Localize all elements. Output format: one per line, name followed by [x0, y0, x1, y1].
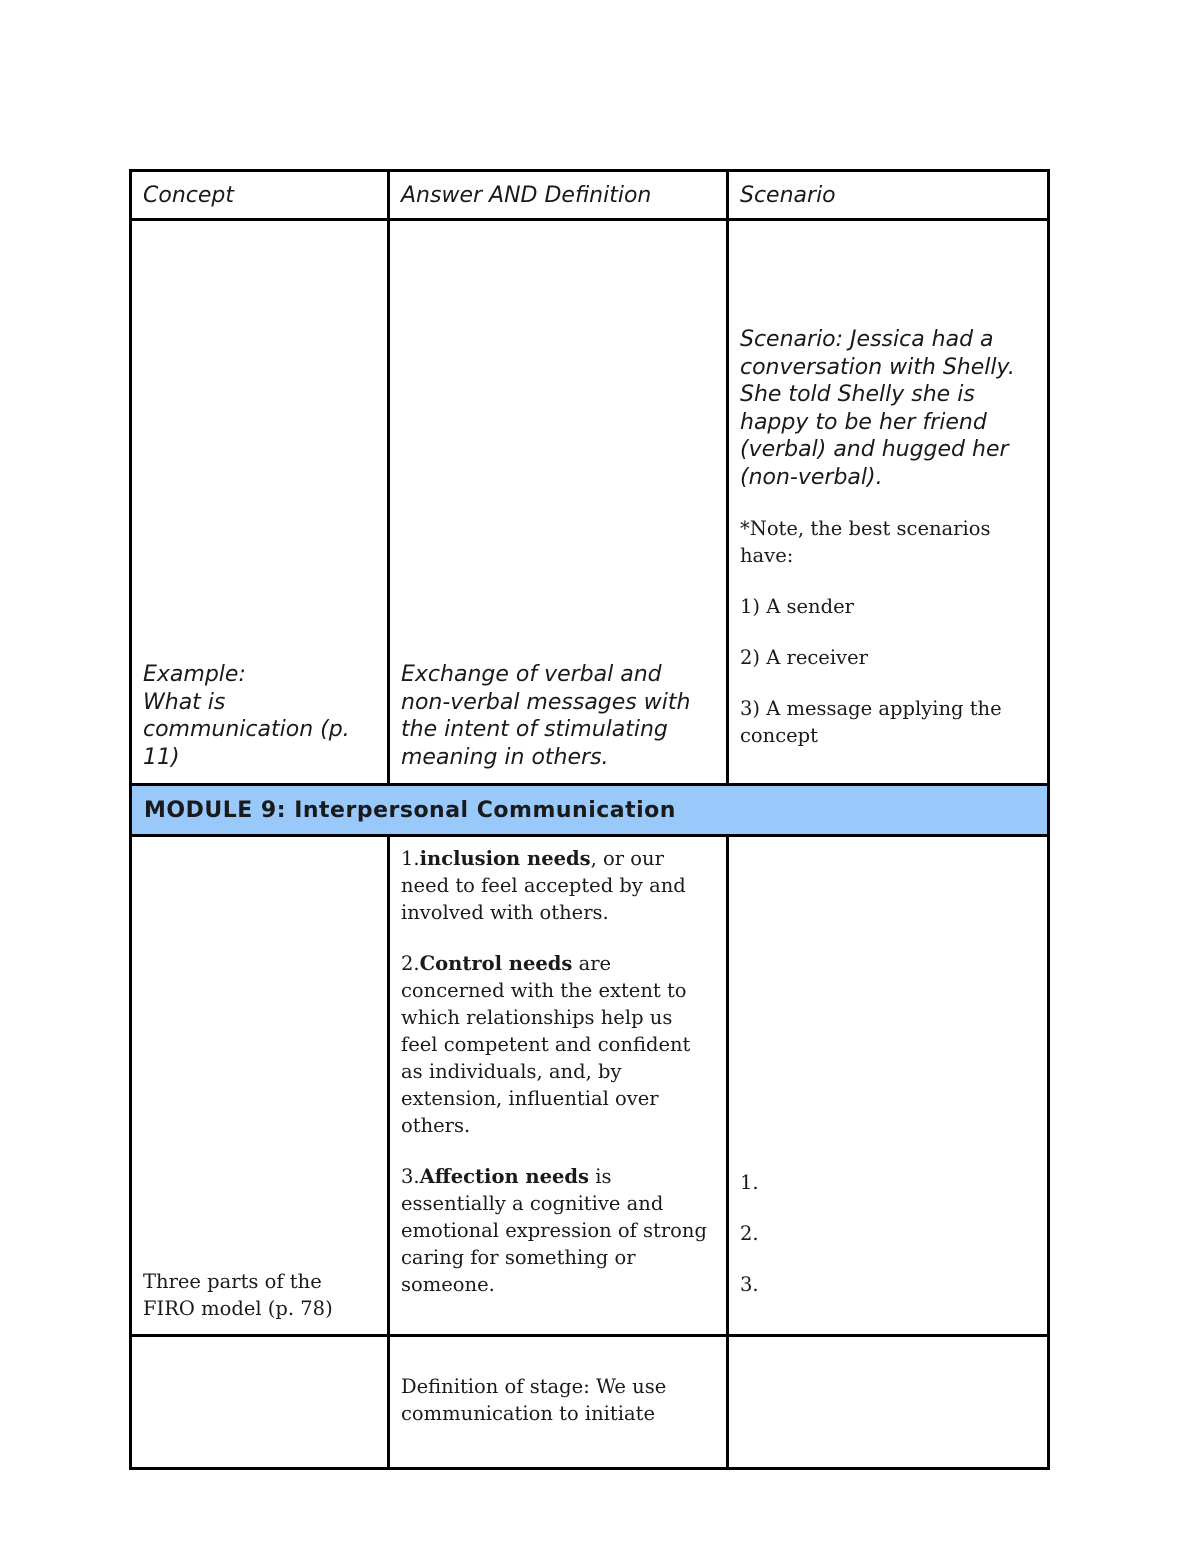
- criteria-receiver: 2) A receiver: [740, 646, 868, 669]
- firo-concept: Three parts of the FIRO model (p. 78): [143, 1270, 333, 1320]
- firo-concept-cell: [131, 836, 389, 1336]
- need-affection: [401, 1163, 715, 1298]
- need-control: [401, 950, 715, 1139]
- header-answer: Answer AND Definition: [389, 171, 728, 220]
- table-header-row: [131, 171, 1049, 220]
- need-text: , or our need to feel accepted by and involved with others.: [401, 847, 686, 924]
- scenario-item: 2.: [740, 1222, 759, 1245]
- stage-concept-cell: [131, 1336, 389, 1469]
- header-concept: Concept: [131, 171, 389, 220]
- stage-scenario-cell: [728, 1336, 1049, 1469]
- criteria-sender: 1) A sender: [740, 595, 854, 618]
- need-prefix: 2.: [401, 952, 420, 975]
- header-scenario: Scenario: [728, 171, 1049, 220]
- need-term: Control needs: [419, 952, 573, 975]
- need-text: are concerned with the extent to which relationships help us feel competent and confident as individuals, and, by extension, influential over others.: [401, 952, 691, 1137]
- stage-definition: Definition of stage: We use communication to initiate: [401, 1375, 667, 1425]
- module-heading: MODULE 9: Interpersonal Communication: [131, 785, 1049, 836]
- example-scenario-text: Scenario: Jessica had a conversation with Shelly. She told Shelly she is happy to be her friend (verbal) and hugged her (non-verbal).: [740, 327, 1015, 490]
- firo-row: [131, 836, 1049, 1336]
- example-answer-cell: [389, 220, 728, 785]
- firo-answer-cell: [389, 836, 728, 1336]
- example-row: [131, 220, 1049, 785]
- need-prefix: 1.: [401, 847, 420, 870]
- scenario-item: 1.: [740, 1171, 759, 1194]
- example-question: What is communication (p. 11): [143, 689, 350, 770]
- need-term: inclusion needs: [419, 847, 591, 870]
- criteria-message: 3) A message applying the concept: [740, 697, 1002, 747]
- concept-table: [129, 169, 1050, 1470]
- stage-answer-cell: [389, 1336, 728, 1469]
- need-inclusion: [401, 845, 715, 926]
- example-label: Example:: [143, 662, 246, 687]
- stage-row: [131, 1336, 1049, 1469]
- scenario-item: 3.: [740, 1273, 759, 1296]
- example-answer: Exchange of verbal and non-verbal messages with the intent of stimulating meaning in others.: [401, 662, 691, 770]
- module-heading-row: [131, 785, 1049, 836]
- need-term: Affection needs: [419, 1165, 590, 1188]
- firo-scenario-cell: [728, 836, 1049, 1336]
- need-prefix: 3.: [401, 1165, 420, 1188]
- need-text: is essentially a cognitive and emotional expression of strong caring for something or someone.: [401, 1165, 707, 1296]
- scenario-note: *Note, the best scenarios have:: [740, 517, 991, 567]
- example-concept-cell: [131, 220, 389, 785]
- example-scenario-cell: [728, 220, 1049, 785]
